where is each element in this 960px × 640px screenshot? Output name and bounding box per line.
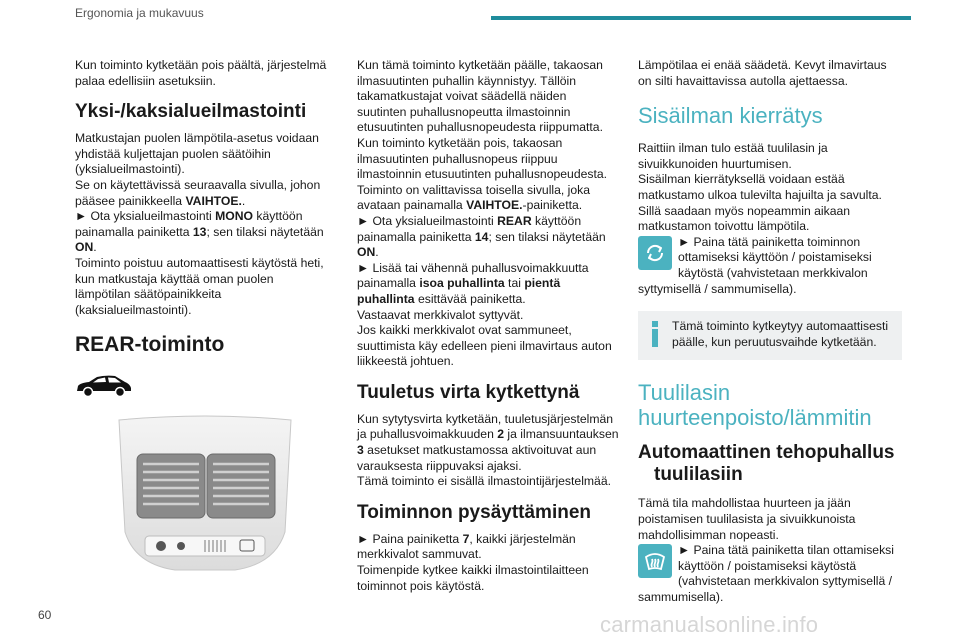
paragraph: ► Lisää tai vähennä puhallusvoimakkuutta painamalla isoa puhallinta tai pientä puhallinta esittävää painiketta. xyxy=(357,260,589,306)
paragraph: Kun toiminto kytketään pois, takaosan ilmasuutinten puhallusnopeus riippuu ilmastoinnin etusuutinten puhallusnopeudesta. xyxy=(357,135,608,182)
watermark: carmanualsonline.info xyxy=(600,612,819,637)
car-icon xyxy=(75,374,327,404)
info-note xyxy=(638,311,902,360)
heading-auto-blow: Automaattinen tehopuhallus tuulilasiin xyxy=(638,442,895,486)
paragraph: ► Ota yksialueilmastointi MONO käyttöön painamalla painiketta 13; sen tilaksi näytetään ON. xyxy=(75,209,324,255)
paragraph: Lämpötilaa ei enää säädetä. Kevyt ilmavirtaus on silti havaittavissa autolla ajettaessa. xyxy=(638,58,887,88)
heading-ventilation: Tuuletus virta kytkettynä xyxy=(357,381,580,403)
paragraph: Toimenpide kytkee kaikki ilmastointilaitteen toiminnot pois käytöstä. xyxy=(357,563,589,593)
column-3 xyxy=(638,58,902,605)
paragraph: Matkustajan puolen lämpötila-asetus voidaan yhdistää kuljettajan puolen säätöihin (yksialueilmastointi). xyxy=(75,131,319,177)
column-2 xyxy=(357,58,619,594)
paragraph: Toiminto on valittavissa toisella sivulla, joka avataan painamalla VAIHTOE.-painiketta. xyxy=(357,182,591,213)
column-1 xyxy=(75,58,327,574)
info-text: Tämä toiminto kytkeytyy automaattisesti päälle, kun peruutusvaihde kytketään. xyxy=(672,319,889,349)
paragraph: ► Paina painiketta 7, kaikki järjestelmän merkkivalot sammuvat. xyxy=(357,531,576,562)
paragraph: Tämä tila mahdollistaa huurteen ja jään poistamisen tuulilasista ja sivuikkunoista mahdollisimman nopeasti. xyxy=(638,496,856,542)
section-title: Ergonomia ja mukavuus xyxy=(75,6,204,20)
page-number: 60 xyxy=(38,608,52,622)
heading-dual-zone: Yksi-/kaksialueilmastointi xyxy=(75,101,307,123)
recirculation-icon xyxy=(638,236,672,270)
info-icon xyxy=(650,321,660,347)
paragraph: Vastaavat merkkivalot syttyvät. xyxy=(357,307,524,322)
heading-recirculation: Sisäilman kierrätys xyxy=(638,103,823,129)
paragraph: Se on käytettävissä seuraavalla sivulla, johon pääsee painikkeella VAIHTOE.. xyxy=(75,177,321,208)
rear-vent-illustration xyxy=(115,414,295,574)
heading-defrost: Tuulilasin huurteenpoisto/lämmitin xyxy=(638,380,872,431)
paragraph: ► Ota yksialueilmastointi REAR käyttöön painamalla painiketta 14; sen tilaksi näytetään ON. xyxy=(357,213,606,260)
heading-stop: Toiminnon pysäyttäminen xyxy=(357,501,592,523)
paragraph: Jos kaikki merkkivalot ovat sammuneet, suuttimista käy edelleen pieni ilmavirtaus auton liikkeestä johtuen. xyxy=(357,323,612,369)
header-accent-bar xyxy=(491,16,911,20)
paragraph: Kun tämä toiminto kytketään päälle, takaosan ilmasuutinten puhallin käynnistyy. Tällöin takamatkustajat voivat säädellä näiden suutinten puhallusnopeutta ilmastoinnin etusuutinten puhallusnopeudesta riippumatta. xyxy=(357,58,603,135)
windshield-defrost-icon xyxy=(638,544,672,578)
paragraph: Raittiin ilman tulo estää tuulilasin ja sivuikkunoiden huurtumisen. xyxy=(638,141,828,171)
paragraph: ► Paina tätä painiketta tilan ottamiseksi käyttöön / poistamiseksi käytöstä (vahvistetaan merkkivalon syttymisellä / sammumisella). xyxy=(638,543,894,604)
paragraph: Kun toiminto kytketään pois päältä, järjestelmä palaa edellisiin asetuksiin. xyxy=(75,58,327,88)
paragraph: Kun sytytysvirta kytketään, tuuletusjärjestelmän ja puhallusvoimakkuuden 2 ja ilmansuuntauksen 3 asetukset matkustamossa aktivoituvat aun varauksesta riippuvaksi ajaksi. xyxy=(357,411,619,473)
heading-rear: REAR-toiminto xyxy=(75,333,225,357)
paragraph: Sisäilman kierrätyksellä voidaan estää matkustamo ulkoa tulevilta hajuilta ja savulta. Sillä saadaan myös nopeammin aikaan matkustamon toivottu lämpötila. xyxy=(638,172,882,234)
paragraph: ► Paina tätä painiketta toiminnon ottamiseksi käyttöön / poistamiseksi käytöstä (vahvistetaan merkkivalon syttymisellä / sammumisella). xyxy=(638,234,872,296)
paragraph: Tämä toiminto ei sisällä ilmastointijärjestelmää. xyxy=(357,474,611,489)
paragraph: Toiminto poistuu automaattisesti käytöstä heti, kun matkustaja käyttää oman puolen lämpötilan säätöpainikkeita (kaksialueilmastointi). xyxy=(75,255,324,317)
